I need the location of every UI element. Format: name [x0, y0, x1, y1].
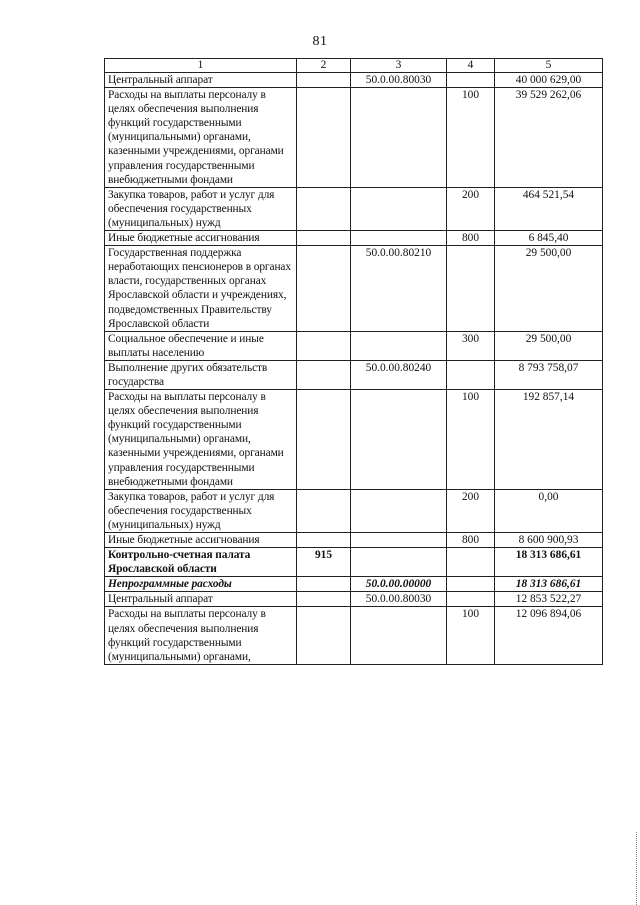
cell-name: Выполнение других обязательств государства	[105, 360, 297, 389]
budget-table-body	[105, 59, 603, 665]
cell-expense-type: 100	[447, 390, 495, 490]
cell-amount: 8 793 758,07	[495, 360, 603, 389]
column-header-3: 3	[351, 59, 447, 73]
table-row	[105, 73, 603, 88]
cell-amount: 29 500,00	[495, 246, 603, 332]
cell-ministry-code	[297, 489, 351, 532]
table-row	[105, 331, 603, 360]
cell-amount: 29 500,00	[495, 331, 603, 360]
cell-name: Расходы на выплаты персоналу в целях обеспечения выполнения функций государственными (муниципальными) органами, казенными учреждениями, органами управления государственными внебюджетными фондами	[105, 88, 297, 188]
cell-target-article: 50.0.00.80030	[351, 73, 447, 88]
column-header-2: 2	[297, 59, 351, 73]
table-row	[105, 489, 603, 532]
table-row	[105, 577, 603, 592]
cell-name: Закупка товаров, работ и услуг для обеспечения государственных (муниципальных) нужд	[105, 187, 297, 230]
table-row	[105, 246, 603, 332]
cell-name: Непрограммные расходы	[105, 577, 297, 592]
table-row	[105, 231, 603, 246]
cell-expense-type: 100	[447, 607, 495, 664]
cell-expense-type	[447, 73, 495, 88]
cell-name: Центральный аппарат	[105, 73, 297, 88]
table-header-row	[105, 59, 603, 73]
cell-amount: 12 853 522,27	[495, 592, 603, 607]
column-header-4: 4	[447, 59, 495, 73]
cell-expense-type	[447, 360, 495, 389]
cell-expense-type: 200	[447, 187, 495, 230]
cell-amount: 39 529 262,06	[495, 88, 603, 188]
cell-amount: 12 096 894,06	[495, 607, 603, 664]
cell-ministry-code	[297, 533, 351, 548]
table-row	[105, 390, 603, 490]
cell-target-article	[351, 548, 447, 577]
cell-target-article	[351, 331, 447, 360]
cell-expense-type: 100	[447, 88, 495, 188]
cell-name: Центральный аппарат	[105, 592, 297, 607]
cell-target-article	[351, 231, 447, 246]
cell-ministry-code	[297, 246, 351, 332]
cell-target-article	[351, 489, 447, 532]
cell-name: Иные бюджетные ассигнования	[105, 533, 297, 548]
cell-amount: 0,00	[495, 489, 603, 532]
cell-amount: 464 521,54	[495, 187, 603, 230]
cell-ministry-code	[297, 73, 351, 88]
cell-ministry-code	[297, 577, 351, 592]
cell-expense-type	[447, 592, 495, 607]
cell-name: Социальное обеспечение и иные выплаты населению	[105, 331, 297, 360]
cell-ministry-code	[297, 592, 351, 607]
cell-amount: 18 313 686,61	[495, 548, 603, 577]
cell-target-article: 50.0.00.80210	[351, 246, 447, 332]
page-number: 81	[312, 34, 328, 49]
table-row	[105, 548, 603, 577]
table-row	[105, 533, 603, 548]
scan-edge-mark	[636, 832, 640, 905]
cell-amount: 192 857,14	[495, 390, 603, 490]
cell-amount: 8 600 900,93	[495, 533, 603, 548]
cell-amount: 6 845,40	[495, 231, 603, 246]
cell-target-article	[351, 533, 447, 548]
cell-ministry-code	[297, 607, 351, 664]
cell-target-article: 50.0.00.80240	[351, 360, 447, 389]
cell-ministry-code	[297, 88, 351, 188]
cell-target-article	[351, 390, 447, 490]
cell-expense-type	[447, 246, 495, 332]
cell-name: Закупка товаров, работ и услуг для обеспечения государственных (муниципальных) нужд	[105, 489, 297, 532]
cell-name: Государственная поддержка неработающих пенсионеров в органах власти, государственных органах Ярославской области и учреждениях, подведомственных Правительству Ярославской области	[105, 246, 297, 332]
cell-target-article: 50.0.00.00000	[351, 577, 447, 592]
cell-amount: 40 000 629,00	[495, 73, 603, 88]
cell-expense-type: 200	[447, 489, 495, 532]
cell-ministry-code	[297, 231, 351, 246]
cell-target-article	[351, 607, 447, 664]
cell-expense-type: 800	[447, 231, 495, 246]
cell-expense-type	[447, 548, 495, 577]
cell-expense-type: 800	[447, 533, 495, 548]
cell-target-article	[351, 88, 447, 188]
cell-target-article	[351, 187, 447, 230]
table-row	[105, 607, 603, 664]
cell-expense-type: 300	[447, 331, 495, 360]
column-header-5: 5	[495, 59, 603, 73]
column-header-1: 1	[105, 59, 297, 73]
cell-ministry-code: 915	[297, 548, 351, 577]
table-row	[105, 187, 603, 230]
cell-name: Иные бюджетные ассигнования	[105, 231, 297, 246]
table-row	[105, 592, 603, 607]
cell-ministry-code	[297, 390, 351, 490]
cell-name: Расходы на выплаты персоналу в целях обеспечения выполнения функций государственными (муниципальными) органами,	[105, 607, 297, 664]
budget-table	[104, 58, 603, 665]
table-row	[105, 360, 603, 389]
cell-expense-type	[447, 577, 495, 592]
cell-amount: 18 313 686,61	[495, 577, 603, 592]
table-row	[105, 88, 603, 188]
cell-ministry-code	[297, 187, 351, 230]
cell-target-article: 50.0.00.80030	[351, 592, 447, 607]
cell-ministry-code	[297, 331, 351, 360]
cell-name: Расходы на выплаты персоналу в целях обеспечения выполнения функций государственными (муниципальными) органами, казенными учреждениями, органами управления государственными внебюджетными фондами	[105, 390, 297, 490]
cell-name: Контрольно-счетная палата Ярославской области	[105, 548, 297, 577]
cell-ministry-code	[297, 360, 351, 389]
